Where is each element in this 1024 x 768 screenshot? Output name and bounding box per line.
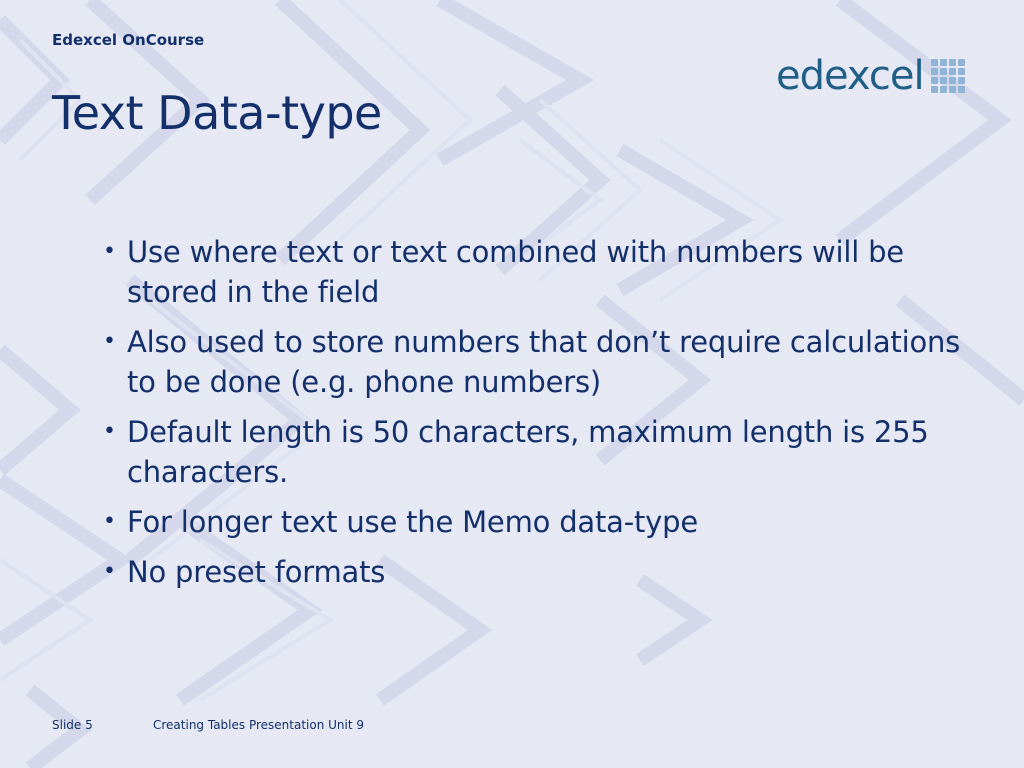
footer-presentation-title: Creating Tables Presentation Unit 9 xyxy=(153,718,365,732)
bullet-item xyxy=(103,552,983,592)
logo-wordmark: edexcel xyxy=(776,53,924,99)
bullet-item xyxy=(103,412,983,492)
bullet-item xyxy=(103,502,983,542)
bullet-item xyxy=(103,232,983,312)
bullet-item xyxy=(103,322,983,402)
slide-title: Text Data-type xyxy=(52,86,382,140)
bullet-text: Also used to store numbers that don’t require calculations to be done (e.g. phone numbers) xyxy=(127,325,961,399)
bullet-dot-icon: • xyxy=(103,329,116,354)
bullet-dot-icon: • xyxy=(103,239,116,264)
bullet-text: Default length is 50 characters, maximum length is 255 characters. xyxy=(127,415,929,489)
bullet-text: No preset formats xyxy=(127,555,386,589)
course-label: Edexcel OnCourse xyxy=(52,31,205,49)
logo-grid-icon xyxy=(931,59,965,93)
edexcel-logo xyxy=(776,54,965,98)
bullet-dot-icon: • xyxy=(103,509,116,534)
bullet-dot-icon: • xyxy=(103,419,116,444)
slide-number: Slide 5 xyxy=(52,718,93,732)
bullet-list xyxy=(103,232,983,602)
bullet-text: For longer text use the Memo data-type xyxy=(127,505,698,539)
bullet-dot-icon: • xyxy=(103,559,116,584)
bullet-text: Use where text or text combined with numbers will be stored in the field xyxy=(127,235,904,309)
